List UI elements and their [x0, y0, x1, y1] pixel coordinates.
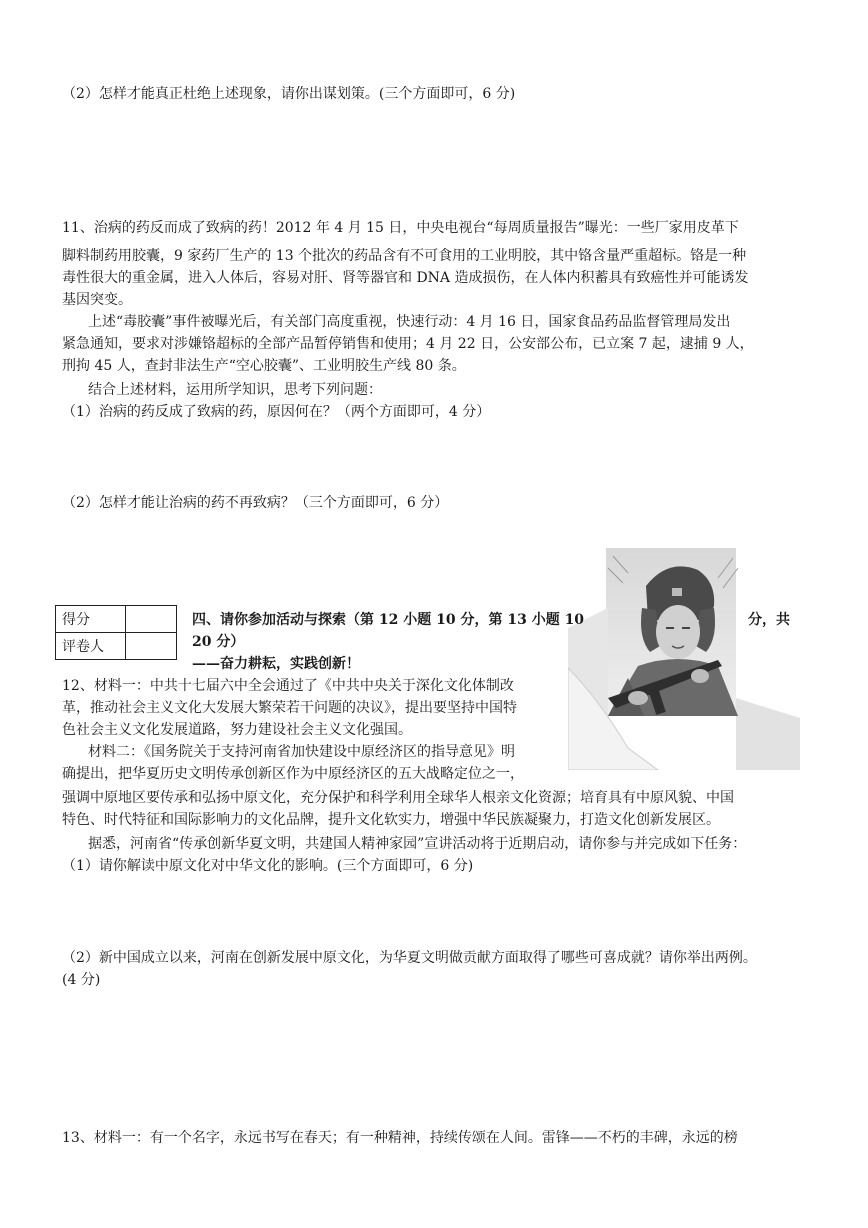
q11-para1-line2: 脚料制药用胶囊，9 家药厂生产的 13 个批次的药品含有不可食用的工业明胶，其中铬含量严重超标。铬是一种 — [62, 248, 747, 264]
q12-material2-line1: 材料二：《国务院关于支持河南省加快建设中原经济区的指导意见》明 — [88, 744, 515, 760]
score-table — [55, 605, 177, 660]
soldier-photo — [568, 548, 800, 770]
q11-para1-line1: 11、治病的药反而成了致病的药！2012 年 4 月 15 日，中央电视台“每周质量报告”曝光：一些厂家用皮革下 — [62, 220, 739, 236]
q12-task: 据悉，河南省“传承创新华夏文明，共建国人精神家园”宣讲活动将于近期启动，请你参与并完成如下任务： — [88, 836, 747, 852]
q11-part2: （2）怎样才能让治病的药不再致病？（三个方面即可，6 分） — [62, 495, 449, 511]
q12-material2-line2: 确提出，把华夏历史文明传承创新区作为中原经济区的五大战略定位之一， — [62, 766, 524, 782]
section4-title-part1: 四、请你参加活动与探索（第 12 小题 10 分，第 13 小题 10 — [192, 612, 585, 628]
q12-material2-line4: 特色、时代特征和国际影响力的文化品牌，提升文化软实力，增强中华民族凝聚力，打造文化创新发展区。 — [62, 812, 720, 828]
section4-title-line2: 20 分） — [192, 634, 245, 650]
q11-para1-line4: 基因突变。 — [62, 292, 132, 308]
q12-part2: （2）新中国成立以来，河南在创新发展中原文化，为华夏文明做贡献方面取得了哪些可喜成就？请你举出两例。 — [62, 950, 757, 966]
q12-material1-line2: 革，推动社会主义文化大发展大繁荣若干问题的决议》，提出要坚持中国特 — [62, 700, 517, 716]
q11-para2-line1: 上述“毒胶囊”事件被曝光后，有关部门高度重视，快速行动：4 月 16 日，国家食品药品监督管理局发出 — [88, 314, 731, 330]
score-cell[interactable] — [126, 606, 177, 633]
q11-part1: （1）治病的药反成了致病的药，原因何在？（两个方面即可，4 分） — [62, 404, 491, 420]
grader-label: 评卷人 — [56, 633, 126, 660]
q11-para2-line2: 紧急通知，要求对涉嫌铬超标的全部产品暂停销售和使用；4 月 22 日，公安部公布，已立案 7 起，逮捕 9 人， — [62, 336, 754, 352]
q12-material1-line1: 12、材料一：中共十七届六中全会通过了《中共中央关于深化文化体制改 — [62, 678, 514, 694]
q12-material2-line3: 强调中原地区要传承和弘扬中原文化，充分保护和科学利用全球华人根亲文化资源；培育具有中原风貌、中国 — [62, 790, 734, 806]
q12-material1-line3: 色社会主义文化发展道路，努力建设社会主义文化强国。 — [62, 722, 412, 738]
q10-part2: （2）怎样才能真正杜绝上述现象，请你出谋划策。(三个方面即可，6 分) — [62, 86, 516, 102]
q12-part2-score: (4 分) — [62, 972, 101, 988]
q12-part1: （1）请你解读中原文化对中华文化的影响。(三个方面即可，6 分) — [62, 858, 474, 874]
grader-cell[interactable] — [126, 633, 177, 660]
q11-para2-line3: 刑拘 45 人，查封非法生产“空心胶囊”、工业明胶生产线 80 条。 — [62, 358, 466, 374]
section4-subtitle: ——奋力耕耘，实践创新！ — [192, 656, 360, 672]
q11-para1-line3: 毒性很大的重金属，进入人体后，容易对肝、肾等器官和 DNA 造成损伤，在人体内积蓄具有致癌性并可能诱发 — [62, 270, 749, 286]
section4-title-part2: 分，共 — [748, 612, 790, 628]
score-label: 得分 — [56, 606, 126, 633]
q11-prompt: 结合上述材料，运用所学知识，思考下列问题： — [88, 382, 382, 398]
q13-material1: 13、材料一：有一个名字，永远书写在春天；有一种精神，持续传颂在人间。雷锋——不朽的丰碑，永远的榜 — [62, 1130, 738, 1146]
